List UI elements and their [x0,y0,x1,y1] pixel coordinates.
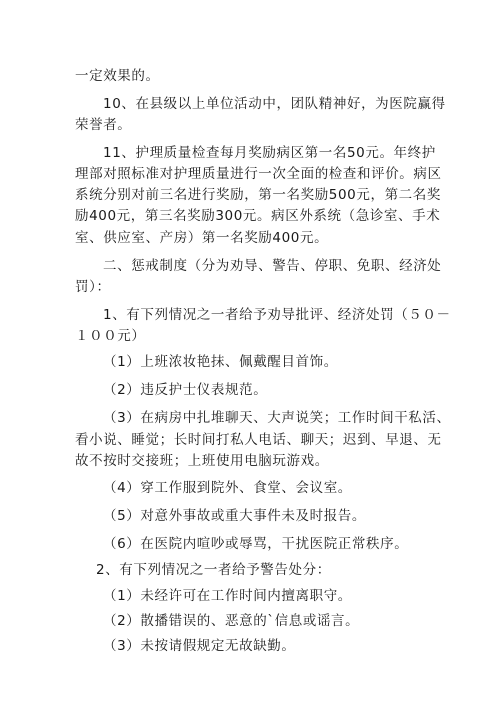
text-line: 荣誉者。 [75,117,132,133]
text-line: 罚）： [75,279,111,295]
text-line: 11、护理质量检查每月奖励病区第一名50元。年终护 [103,145,436,161]
text-line: 2、有下列情况之一者给予警告处分： [96,562,331,578]
text-line: （2）散播错误的、恶意的`信息或谣言。 [103,613,360,629]
text-line: 系统分别对前三名进行奖励，第一名奖励500元，第二名奖 [75,187,441,203]
text-line: 励400元，第三名奖励300元。病区外系统（急诊室、手术 [75,208,441,224]
text-line: 故不按时交接班；上班使用电脑玩游戏。 [75,453,329,469]
text-line: （1）未经许可在工作时间内擅离职守。 [103,588,352,604]
text-line: １００元） [75,328,146,344]
text-line: 室、供应室、产房）第一名奖励400元。 [75,230,329,246]
text-line: 看小说、睡觉；长时间打私人电话、聊天；迟到、早退、无 [75,432,442,448]
text-line: 理部对照标准对护理质量进行一次全面的检查和评价。病区 [75,166,442,182]
text-line: （3）在病房中扎堆聊天、大声说笑；工作时间干私活、 [103,410,451,426]
text-line: 10、在县级以上单位活动中，团队精神好，为医院赢得 [103,96,446,112]
text-line: 二、惩戒制度（分为劝导、警告、停职、免职、经济处 [103,258,442,274]
text-line: （3）未按请假规定无故缺勤。 [103,638,296,654]
text-line: （5）对意外事故或重大事件未及时报告。 [103,508,366,524]
text-line: （2）违反护士仪表规范。 [103,382,268,398]
text-line: （6）在医院内喧吵或辱骂，干扰医院正常秩序。 [103,536,409,552]
text-line: （4）穿工作服到院外、食堂、会议室。 [103,480,352,496]
text-line: 一定效果的。 [75,68,160,84]
text-line: （1）上班浓妆艳抹、佩戴醒目首饰。 [103,354,338,370]
text-line: 1、有下列情况之一者给予劝导批评、经济处罚（５０－ [103,307,451,323]
